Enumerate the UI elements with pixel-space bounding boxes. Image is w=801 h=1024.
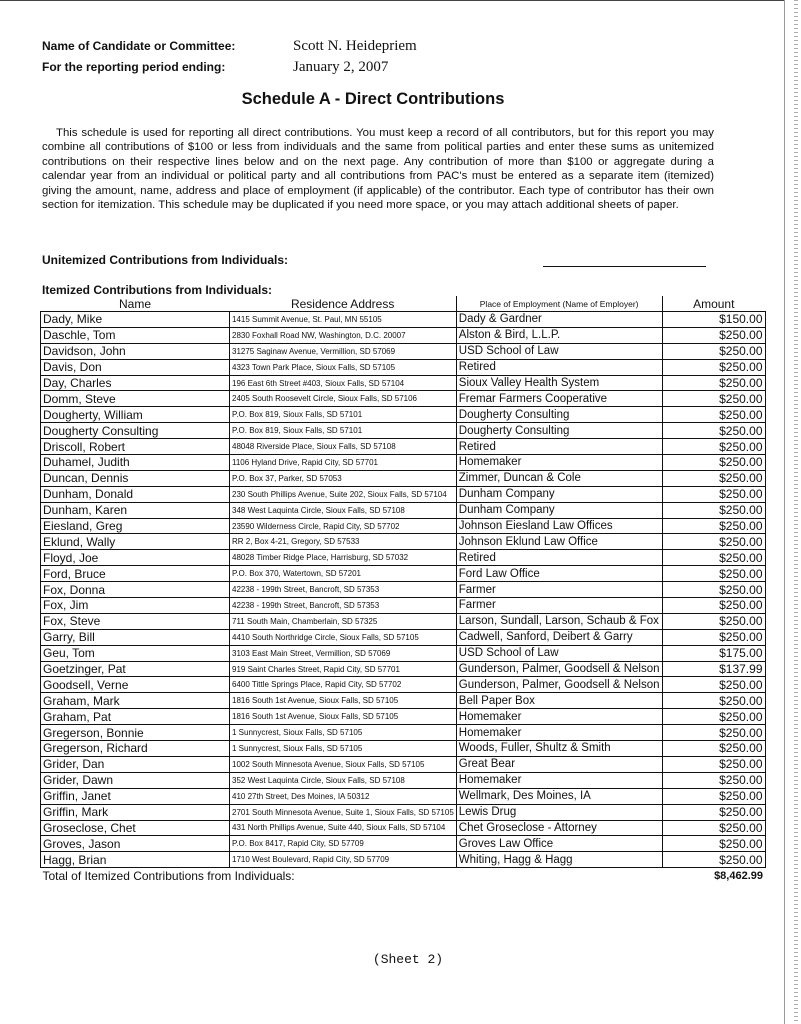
- contributor-employer: Chet Groseclose - Attorney: [456, 820, 662, 836]
- contributor-employer: Bell Paper Box: [456, 693, 662, 709]
- contributor-name: Daschle, Tom: [41, 327, 230, 343]
- contributor-employer: Alston & Bird, L.L.P.: [456, 327, 662, 343]
- contributor-employer: Homemaker: [456, 709, 662, 725]
- contributor-address: 230 South Phillips Avenue, Suite 202, Sioux Falls, SD 57104: [230, 486, 457, 502]
- candidate-value: Scott N. Heidepriem: [293, 38, 417, 54]
- contributor-address: 42238 - 199th Street, Bancroft, SD 57353: [230, 598, 457, 614]
- table-header-row: [41, 296, 766, 312]
- table-row: [41, 407, 766, 423]
- table-row: [41, 820, 766, 836]
- contributor-employer: Dady & Gardner: [456, 312, 662, 328]
- contribution-amount: $250.00: [662, 439, 765, 455]
- contribution-amount: $250.00: [662, 423, 765, 439]
- contributor-name: Day, Charles: [41, 375, 230, 391]
- contribution-amount: $250.00: [662, 391, 765, 407]
- table-row: [41, 756, 766, 772]
- unitemized-label: Unitemized Contributions from Individuals:: [42, 253, 288, 267]
- contributor-employer: Gunderson, Palmer, Goodsell & Nelson: [456, 677, 662, 693]
- contributor-name: Eiesland, Greg: [41, 518, 230, 534]
- contribution-amount: $250.00: [662, 455, 765, 471]
- contribution-amount: $250.00: [662, 502, 765, 518]
- total-row: [41, 868, 766, 884]
- table-row: [41, 725, 766, 741]
- contributor-address: 410 27th Street, Des Moines, IA 50312: [230, 788, 457, 804]
- period-row: [42, 59, 542, 80]
- contributor-employer: Great Bear: [456, 756, 662, 772]
- contribution-amount: $250.00: [662, 327, 765, 343]
- contributor-address: 1816 South 1st Avenue, Sioux Falls, SD 57105: [230, 693, 457, 709]
- contributor-name: Dougherty Consulting: [41, 423, 230, 439]
- contributor-address: P.O. Box 37, Parker, SD 57053: [230, 470, 457, 486]
- contribution-amount: $250.00: [662, 852, 765, 868]
- contributor-address: 2405 South Roosevelt Circle, Sioux Falls, SD 57106: [230, 391, 457, 407]
- contributor-name: Ford, Bruce: [41, 566, 230, 582]
- contributor-employer: Homemaker: [456, 772, 662, 788]
- contributor-employer: Cadwell, Sanford, Deibert & Garry: [456, 629, 662, 645]
- contributor-address: 2701 South Minnesota Avenue, Suite 1, Sioux Falls, SD 57105: [230, 804, 457, 820]
- contributor-employer: Fremar Farmers Cooperative: [456, 391, 662, 407]
- table-row: [41, 582, 766, 598]
- unitemized-amount-line: [543, 266, 706, 267]
- contributor-address: 3103 East Main Street, Vermillion, SD 57069: [230, 645, 457, 661]
- contribution-amount: $250.00: [662, 486, 765, 502]
- contributor-address: 919 Saint Charles Street, Rapid City, SD 57701: [230, 661, 457, 677]
- contributor-address: 4323 Town Park Place, Sioux Falls, SD 57105: [230, 359, 457, 375]
- contributor-address: 2830 Foxhall Road NW, Washington, D.C. 20007: [230, 327, 457, 343]
- table-row: [41, 613, 766, 629]
- contribution-amount: $250.00: [662, 693, 765, 709]
- contributor-employer: Dunham Company: [456, 486, 662, 502]
- contributor-name: Groves, Jason: [41, 836, 230, 852]
- contributor-employer: Retired: [456, 550, 662, 566]
- table-row: [41, 375, 766, 391]
- contributor-name: Grider, Dan: [41, 756, 230, 772]
- contributor-employer: Zimmer, Duncan & Cole: [456, 470, 662, 486]
- contributor-name: Davis, Don: [41, 359, 230, 375]
- table-row: [41, 518, 766, 534]
- table-row: [41, 741, 766, 757]
- contributor-address: 1106 Hyland Drive, Rapid City, SD 57701: [230, 455, 457, 471]
- table-row: [41, 391, 766, 407]
- candidate-label: Name of Candidate or Committee:: [42, 39, 236, 53]
- contributor-address: 1816 South 1st Avenue, Sioux Falls, SD 57105: [230, 709, 457, 725]
- contributor-address: 48028 Timber Ridge Place, Harrisburg, SD 57032: [230, 550, 457, 566]
- scan-edge-noise: [794, 0, 798, 1024]
- contributor-name: Duhamel, Judith: [41, 455, 230, 471]
- contributor-employer: Homemaker: [456, 725, 662, 741]
- contributor-name: Groseclose, Chet: [41, 820, 230, 836]
- contributor-address: 31275 Saginaw Avenue, Vermillion, SD 57069: [230, 343, 457, 359]
- column-header-amount: Amount: [693, 296, 735, 311]
- contributor-address: 431 North Phillips Avenue, Suite 440, Sioux Falls, SD 57104: [230, 820, 457, 836]
- contributor-employer: Homemaker: [456, 455, 662, 471]
- contributor-name: Dady, Mike: [41, 312, 230, 328]
- contributor-address: 711 South Main, Chamberlain, SD 57325: [230, 613, 457, 629]
- contributor-name: Grider, Dawn: [41, 772, 230, 788]
- contributor-name: Griffin, Janet: [41, 788, 230, 804]
- contribution-amount: $250.00: [662, 582, 765, 598]
- contribution-amount: $250.00: [662, 343, 765, 359]
- contribution-amount: $175.00: [662, 645, 765, 661]
- table-body: [41, 312, 766, 868]
- contributor-name: Garry, Bill: [41, 629, 230, 645]
- instructions-text: This schedule is used for reporting all direct contributions. You must keep a record of all contributors, but for this report you may combine all contributions of $100 or less from individuals and the same from political parties and enter these sums as unitemized contributions on their respective lines below and on the next page. Any contribution of more than $100 or aggregate during a calendar year from an individual or political party and all contributions from PAC's must be entered as a separate item (itemized) giving the amount, name, address and place of employment (if applicable) of the contributor. Each type of contributor has their own section for itemization. This schedule may be duplicated if you need more space, or you may attach additional sheets of paper.: [42, 127, 714, 212]
- contributor-address: P.O. Box 819, Sioux Falls, SD 57101: [230, 407, 457, 423]
- contributor-name: Fox, Jim: [41, 598, 230, 614]
- contributor-address: 1 Sunnycrest, Sioux Falls, SD 57105: [230, 725, 457, 741]
- contributor-employer: Larson, Sundall, Larson, Schaub & Fox: [456, 613, 662, 629]
- contributor-address: P.O. Box 819, Sioux Falls, SD 57101: [230, 423, 457, 439]
- table-row: [41, 598, 766, 614]
- contributor-name: Eklund, Wally: [41, 534, 230, 550]
- table-row: [41, 709, 766, 725]
- contribution-amount: $250.00: [662, 709, 765, 725]
- contribution-amount: $250.00: [662, 741, 765, 757]
- contribution-amount: $250.00: [662, 820, 765, 836]
- contributor-name: Domm, Steve: [41, 391, 230, 407]
- table-row: [41, 470, 766, 486]
- contribution-amount: $250.00: [662, 836, 765, 852]
- contribution-amount: $150.00: [662, 312, 765, 328]
- table-row: [41, 804, 766, 820]
- table-row: [41, 772, 766, 788]
- contributor-employer: Dunham Company: [456, 502, 662, 518]
- column-header-employer: Place of Employment (Name of Employer): [456, 296, 662, 312]
- column-header-name: Name: [118, 296, 151, 311]
- contributor-name: Graham, Pat: [41, 709, 230, 725]
- contributor-name: Floyd, Joe: [41, 550, 230, 566]
- contributor-name: Dunham, Donald: [41, 486, 230, 502]
- sheet-number: (Sheet 2): [372, 952, 444, 967]
- contributor-address: 48048 Riverside Place, Sioux Falls, SD 57108: [230, 439, 457, 455]
- table-row: [41, 645, 766, 661]
- table-row: [41, 439, 766, 455]
- contribution-amount: $250.00: [662, 407, 765, 423]
- table-row: [41, 343, 766, 359]
- contributor-employer: USD School of Law: [456, 645, 662, 661]
- schedule-title: Schedule A - Direct Contributions: [241, 90, 505, 108]
- table-row: [41, 661, 766, 677]
- contributor-address: P.O. Box 8417, Rapid City, SD 57709: [230, 836, 457, 852]
- table-row: [41, 693, 766, 709]
- contributor-employer: Johnson Eiesland Law Offices: [456, 518, 662, 534]
- contributor-address: 23590 Wilderness Circle, Rapid City, SD 57702: [230, 518, 457, 534]
- contribution-amount: $250.00: [662, 518, 765, 534]
- instructions-block: [42, 126, 714, 212]
- table-row: [41, 359, 766, 375]
- table-row: [41, 788, 766, 804]
- table-row: [41, 677, 766, 693]
- contributor-address: 1 Sunnycrest, Sioux Falls, SD 57105: [230, 741, 457, 757]
- candidate-row: [42, 38, 542, 59]
- contributor-address: 352 West Laquinta Circle, Sioux Falls, SD 57108: [230, 772, 457, 788]
- contribution-amount: $250.00: [662, 359, 765, 375]
- contributor-address: 6400 Tittle Springs Place, Rapid City, SD 57702: [230, 677, 457, 693]
- contributor-employer: Sioux Valley Health System: [456, 375, 662, 391]
- contributor-name: Dougherty, William: [41, 407, 230, 423]
- contribution-amount: $250.00: [662, 788, 765, 804]
- contribution-amount: $250.00: [662, 375, 765, 391]
- contributor-name: Goodsell, Verne: [41, 677, 230, 693]
- contributor-name: Duncan, Dennis: [41, 470, 230, 486]
- contribution-amount: $250.00: [662, 677, 765, 693]
- contribution-amount: $250.00: [662, 629, 765, 645]
- table-row: [41, 566, 766, 582]
- contribution-amount: $250.00: [662, 725, 765, 741]
- contribution-amount: $250.00: [662, 550, 765, 566]
- contribution-amount: $250.00: [662, 772, 765, 788]
- table-row: [41, 836, 766, 852]
- contribution-amount: $250.00: [662, 534, 765, 550]
- contributor-name: Gregerson, Richard: [41, 741, 230, 757]
- period-value: January 2, 2007: [293, 59, 389, 75]
- contributor-name: Fox, Donna: [41, 582, 230, 598]
- contribution-amount: $250.00: [662, 470, 765, 486]
- table-row: [41, 312, 766, 328]
- contributor-name: Driscoll, Robert: [41, 439, 230, 455]
- contributor-address: 1710 West Boulevard, Rapid City, SD 57709: [230, 852, 457, 868]
- contributor-employer: Farmer: [456, 582, 662, 598]
- total-value: $8,462.99: [714, 869, 763, 882]
- contributor-address: 42238 - 199th Street, Bancroft, SD 57353: [230, 582, 457, 598]
- contributor-employer: Gunderson, Palmer, Goodsell & Nelson: [456, 661, 662, 677]
- itemized-heading: Itemized Contributions from Individuals:: [42, 283, 273, 297]
- table-row: [41, 629, 766, 645]
- contributor-address: P.O. Box 370, Watertown, SD 57201: [230, 566, 457, 582]
- contributor-address: 4410 South Northridge Circle, Sioux Falls, SD 57105: [230, 629, 457, 645]
- contributor-address: 348 West Laquinta Circle, Sioux Falls, SD 57108: [230, 502, 457, 518]
- contributor-employer: Groves Law Office: [456, 836, 662, 852]
- table-row: [41, 455, 766, 471]
- contributor-address: 1415 Summit Avenue, St. Paul, MN 55105: [230, 312, 457, 328]
- contributor-name: Gregerson, Bonnie: [41, 725, 230, 741]
- contributor-name: Graham, Mark: [41, 693, 230, 709]
- table-row: [41, 502, 766, 518]
- scan-right-edge: [784, 0, 801, 1024]
- contribution-amount: $250.00: [662, 756, 765, 772]
- contributor-name: Fox, Steve: [41, 613, 230, 629]
- period-label: For the reporting period ending:: [42, 60, 226, 74]
- contributor-employer: Farmer: [456, 598, 662, 614]
- contribution-amount: $250.00: [662, 804, 765, 820]
- contribution-amount: $250.00: [662, 566, 765, 582]
- contributor-name: Goetzinger, Pat: [41, 661, 230, 677]
- contributor-employer: USD School of Law: [456, 343, 662, 359]
- table-row: [41, 534, 766, 550]
- contributor-name: Dunham, Karen: [41, 502, 230, 518]
- contributor-address: 1002 South Minnesota Avenue, Sioux Falls, SD 57105: [230, 756, 457, 772]
- table-row: [41, 327, 766, 343]
- contributor-name: Griffin, Mark: [41, 804, 230, 820]
- contributor-employer: Dougherty Consulting: [456, 423, 662, 439]
- column-header-address: Residence Address: [290, 296, 395, 311]
- contributions-table: [40, 296, 766, 883]
- contributor-address: RR 2, Box 4-21, Gregory, SD 57533: [230, 534, 457, 550]
- contributor-employer: Dougherty Consulting: [456, 407, 662, 423]
- total-label: Total of Itemized Contributions from Individuals:: [42, 868, 295, 883]
- contributor-name: Hagg, Brian: [41, 852, 230, 868]
- table-row: [41, 423, 766, 439]
- contributor-name: Davidson, John: [41, 343, 230, 359]
- report-header: [42, 38, 542, 80]
- table-row: [41, 486, 766, 502]
- scan-top-border: [0, 0, 801, 1]
- contribution-amount: $137.99: [662, 661, 765, 677]
- contribution-amount: $250.00: [662, 613, 765, 629]
- contributor-employer: Retired: [456, 359, 662, 375]
- contributor-employer: Wellmark, Des Moines, IA: [456, 788, 662, 804]
- contributor-employer: Woods, Fuller, Shultz & Smith: [456, 741, 662, 757]
- table-row: [41, 550, 766, 566]
- table-row: [41, 852, 766, 868]
- contributor-employer: Johnson Eklund Law Office: [456, 534, 662, 550]
- contributor-employer: Retired: [456, 439, 662, 455]
- contributor-employer: Ford Law Office: [456, 566, 662, 582]
- contributor-address: 196 East 6th Street #403, Sioux Falls, SD 57104: [230, 375, 457, 391]
- contributor-employer: Whiting, Hagg & Hagg: [456, 852, 662, 868]
- contributor-name: Geu, Tom: [41, 645, 230, 661]
- contribution-amount: $250.00: [662, 598, 765, 614]
- contributor-employer: Lewis Drug: [456, 804, 662, 820]
